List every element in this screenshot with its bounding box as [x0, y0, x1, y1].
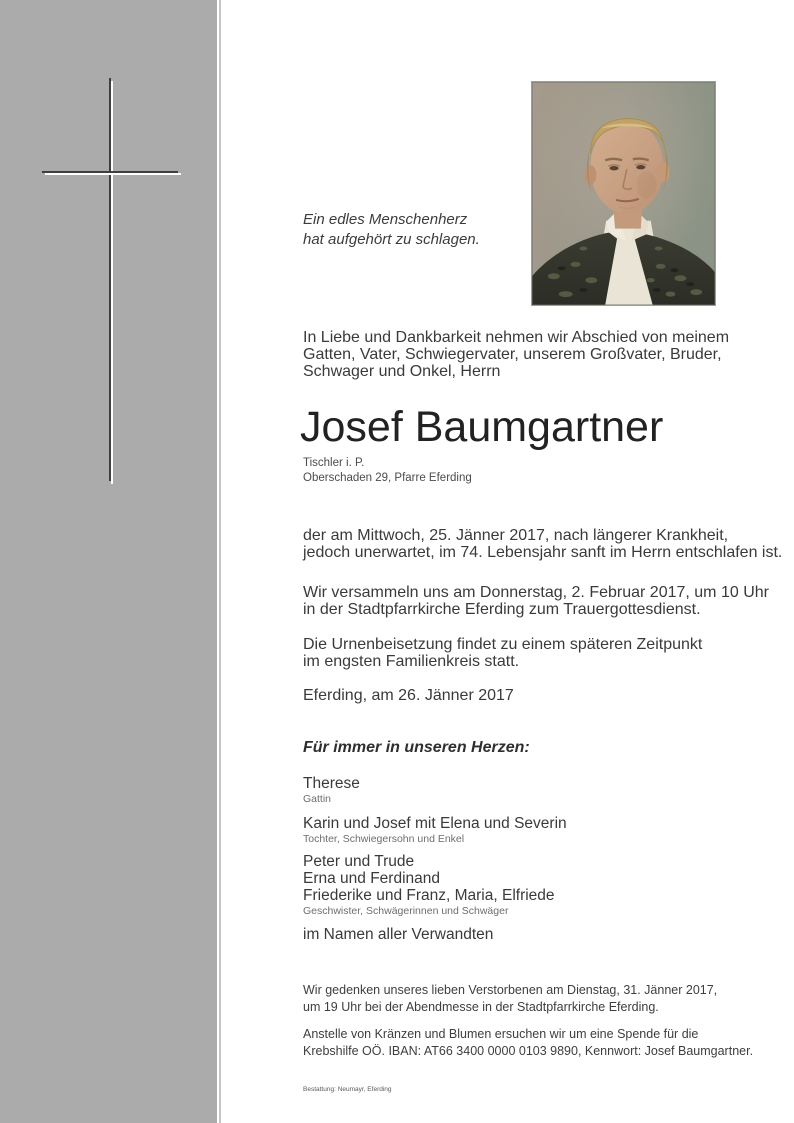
cross-vertical-highlight: [111, 81, 113, 484]
intro-line: Schwager und Onkel, Herrn: [303, 363, 501, 381]
remembrance-closing: im Namen aller Verwandten: [303, 926, 494, 943]
mourner-relation: Tochter, Schwiegersohn und Enkel: [303, 833, 465, 845]
donation-line: Krebshilfe OÖ. IBAN: AT66 3400 0000 0103 9890, Kennwort: Josef Baumgartner.: [303, 1043, 754, 1058]
deceased-address: Oberschaden 29, Pfarre Eferding: [303, 471, 472, 484]
memorial-mass-line: um 19 Uhr bei der Abendmesse in der Stadtpfarrkirche Eferding.: [303, 999, 659, 1014]
cross-vertical-bar: [109, 78, 111, 481]
intro-line: Gatten, Vater, Schwiegervater, unserem Großvater, Bruder,: [303, 346, 722, 364]
motto-line: Ein edles Menschenherz: [303, 211, 468, 228]
memorial-mass-notice: [303, 982, 717, 1015]
undertaker-credit: Bestattung: Neumayr, Eferding: [303, 1086, 392, 1093]
cross-horizontal-bar: [42, 171, 178, 173]
mourner-name-line: Friederike und Franz, Maria, Elfriede: [303, 887, 555, 904]
intro-line: In Liebe und Dankbarkeit nehmen wir Abschied von meinem: [303, 329, 730, 346]
urn-line: Die Urnenbeisetzung findet zu einem späteren Zeitpunkt: [303, 636, 703, 653]
motto-line: hat aufgehört zu schlagen.: [303, 231, 480, 248]
death-line: der am Mittwoch, 25. Jänner 2017, nach längerer Krankheit,: [303, 527, 729, 544]
donation-notice: [303, 1026, 753, 1059]
mourner-relation: Gattin: [303, 793, 332, 805]
service-paragraph: [303, 584, 769, 618]
panel-divider-line: [219, 0, 221, 1123]
mourner-relation: Geschwister, Schwägerinnen und Schwäger: [303, 905, 509, 917]
mourner-names: Karin und Josef mit Elena und Severin: [303, 815, 567, 832]
mourner-names: [303, 853, 555, 904]
remembrance-heading: Für immer in unseren Herzen:: [303, 739, 530, 756]
mourner-name-line: Erna und Ferdinand: [303, 870, 441, 887]
cross-horizontal-highlight: [45, 173, 181, 175]
memorial-mass-line: Wir gedenken unseres lieben Verstorbenen am Dienstag, 31. Jänner 2017,: [303, 983, 718, 997]
urn-paragraph: [303, 636, 702, 670]
cross-icon: [0, 0, 217, 520]
gray-side-panel: [0, 0, 217, 1123]
dateline: Eferding, am 26. Jänner 2017: [303, 687, 514, 704]
service-line: Wir versammeln uns am Donnerstag, 2. Februar 2017, um 10 Uhr: [303, 584, 769, 601]
intro-paragraph: [303, 329, 729, 381]
urn-line: im engsten Familienkreis statt.: [303, 653, 520, 671]
deceased-portrait-photo: [531, 81, 716, 306]
death-line: jedoch unerwartet, im 74. Lebensjahr sanft im Herrn entschlafen ist.: [303, 544, 783, 562]
deceased-profession: Tischler i. P.: [303, 457, 365, 469]
donation-line: Anstelle von Kränzen und Blumen ersuchen wir um eine Spende für die: [303, 1027, 699, 1041]
service-line: in der Stadtpfarrkirche Eferding zum Trauergottesdienst.: [303, 601, 701, 619]
deceased-details: [303, 456, 472, 485]
mourner-name-line: Peter und Trude: [303, 853, 415, 870]
deceased-name: Josef Baumgartner: [300, 403, 664, 451]
death-paragraph: [303, 527, 782, 561]
mourner-names: Therese: [303, 775, 360, 792]
memorial-motto: [303, 210, 480, 250]
portrait-illustration: [532, 82, 715, 305]
